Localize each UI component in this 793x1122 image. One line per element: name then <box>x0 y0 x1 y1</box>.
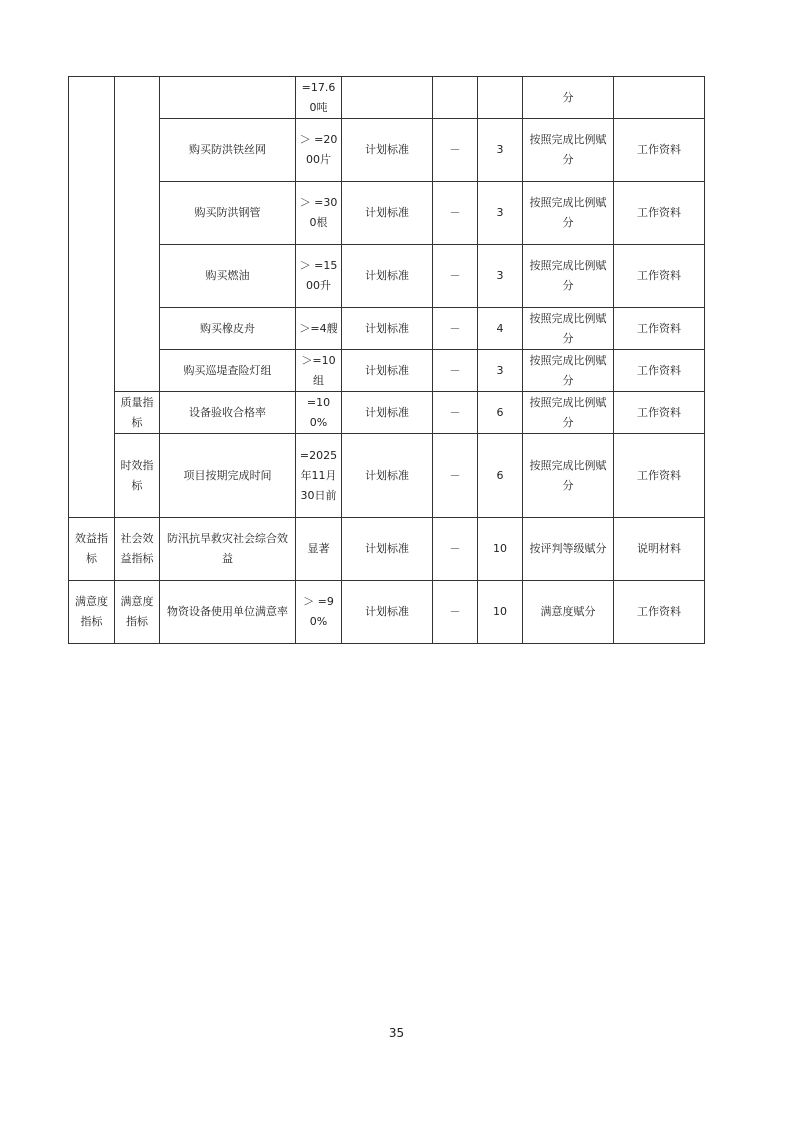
indicator-cell: 购买燃油 <box>160 245 296 308</box>
standard-cell: ＞=10组 <box>296 350 342 392</box>
level1-cell: 效益指标 <box>69 518 115 581</box>
table-row <box>69 392 705 434</box>
standard-cell: ＞ =300根 <box>296 182 342 245</box>
rule-cell: 满意度赋分 <box>523 581 614 644</box>
rule-cell: 按照完成比例赋分 <box>523 392 614 434</box>
indicator-cell: 项目按期完成时间 <box>160 434 296 518</box>
method-cell: 计划标准 <box>342 434 433 518</box>
standard-cell: ＞ =1500升 <box>296 245 342 308</box>
table-row <box>69 581 705 644</box>
table-row <box>69 119 705 182</box>
direction-cell: － <box>433 308 478 350</box>
direction-cell <box>433 77 478 119</box>
standard-cell: =2025年11月30日前 <box>296 434 342 518</box>
method-cell <box>342 77 433 119</box>
table-row <box>69 245 705 308</box>
direction-cell: － <box>433 518 478 581</box>
direction-cell: － <box>433 350 478 392</box>
rule-cell: 分 <box>523 77 614 119</box>
method-cell: 计划标准 <box>342 308 433 350</box>
standard-cell: 显著 <box>296 518 342 581</box>
method-cell: 计划标准 <box>342 119 433 182</box>
source-cell: 工作资料 <box>614 350 705 392</box>
indicator-cell <box>160 77 296 119</box>
level1-cell: 满意度指标 <box>69 581 115 644</box>
table-row <box>69 77 705 119</box>
indicator-cell: 防汛抗旱救灾社会综合效益 <box>160 518 296 581</box>
rule-cell: 按评判等级赋分 <box>523 518 614 581</box>
source-cell <box>614 77 705 119</box>
table-row <box>69 182 705 245</box>
direction-cell: － <box>433 182 478 245</box>
level2-cell-quantity <box>115 77 160 392</box>
standard-cell: ＞=4艘 <box>296 308 342 350</box>
table-row <box>69 350 705 392</box>
direction-cell: － <box>433 119 478 182</box>
standard-cell: =100% <box>296 392 342 434</box>
direction-cell: － <box>433 581 478 644</box>
method-cell: 计划标准 <box>342 392 433 434</box>
indicator-cell: 购买防洪铁丝网 <box>160 119 296 182</box>
level2-cell: 质量指标 <box>115 392 160 434</box>
direction-cell: － <box>433 245 478 308</box>
method-cell: 计划标准 <box>342 245 433 308</box>
standard-cell: =17.6 0吨 <box>296 77 342 119</box>
indicator-cell: 购买防洪钢管 <box>160 182 296 245</box>
source-cell: 工作资料 <box>614 119 705 182</box>
source-cell: 说明材料 <box>614 518 705 581</box>
indicator-cell: 购买巡堤查险灯组 <box>160 350 296 392</box>
score-cell: 6 <box>478 392 523 434</box>
table-row <box>69 434 705 518</box>
score-cell: 6 <box>478 434 523 518</box>
source-cell: 工作资料 <box>614 182 705 245</box>
source-cell: 工作资料 <box>614 434 705 518</box>
score-cell: 4 <box>478 308 523 350</box>
method-cell: 计划标准 <box>342 518 433 581</box>
score-cell: 3 <box>478 245 523 308</box>
table-row <box>69 518 705 581</box>
performance-indicator-table <box>68 76 705 644</box>
rule-cell: 按照完成比例赋分 <box>523 308 614 350</box>
method-cell: 计划标准 <box>342 350 433 392</box>
indicator-cell: 设备验收合格率 <box>160 392 296 434</box>
method-cell: 计划标准 <box>342 581 433 644</box>
level2-cell: 社会效益指标 <box>115 518 160 581</box>
source-cell: 工作资料 <box>614 581 705 644</box>
rule-cell: 按照完成比例赋分 <box>523 119 614 182</box>
score-cell: 10 <box>478 581 523 644</box>
direction-cell: － <box>433 392 478 434</box>
standard-cell: ＞ =2000片 <box>296 119 342 182</box>
score-cell: 10 <box>478 518 523 581</box>
indicator-cell: 购买橡皮舟 <box>160 308 296 350</box>
level2-cell: 时效指标 <box>115 434 160 518</box>
rule-cell: 按照完成比例赋分 <box>523 350 614 392</box>
level1-cell-output <box>69 77 115 518</box>
indicator-cell: 物资设备使用单位满意率 <box>160 581 296 644</box>
level2-cell: 满意度指标 <box>115 581 160 644</box>
score-cell: 3 <box>478 119 523 182</box>
source-cell: 工作资料 <box>614 245 705 308</box>
rule-cell: 按照完成比例赋分 <box>523 245 614 308</box>
score-cell <box>478 77 523 119</box>
method-cell: 计划标准 <box>342 182 433 245</box>
score-cell: 3 <box>478 350 523 392</box>
rule-cell: 按照完成比例赋分 <box>523 182 614 245</box>
standard-cell: ＞ =90% <box>296 581 342 644</box>
page-number: 35 <box>388 1026 405 1040</box>
source-cell: 工作资料 <box>614 392 705 434</box>
rule-cell: 按照完成比例赋分 <box>523 434 614 518</box>
table-row <box>69 308 705 350</box>
score-cell: 3 <box>478 182 523 245</box>
direction-cell: － <box>433 434 478 518</box>
source-cell: 工作资料 <box>614 308 705 350</box>
